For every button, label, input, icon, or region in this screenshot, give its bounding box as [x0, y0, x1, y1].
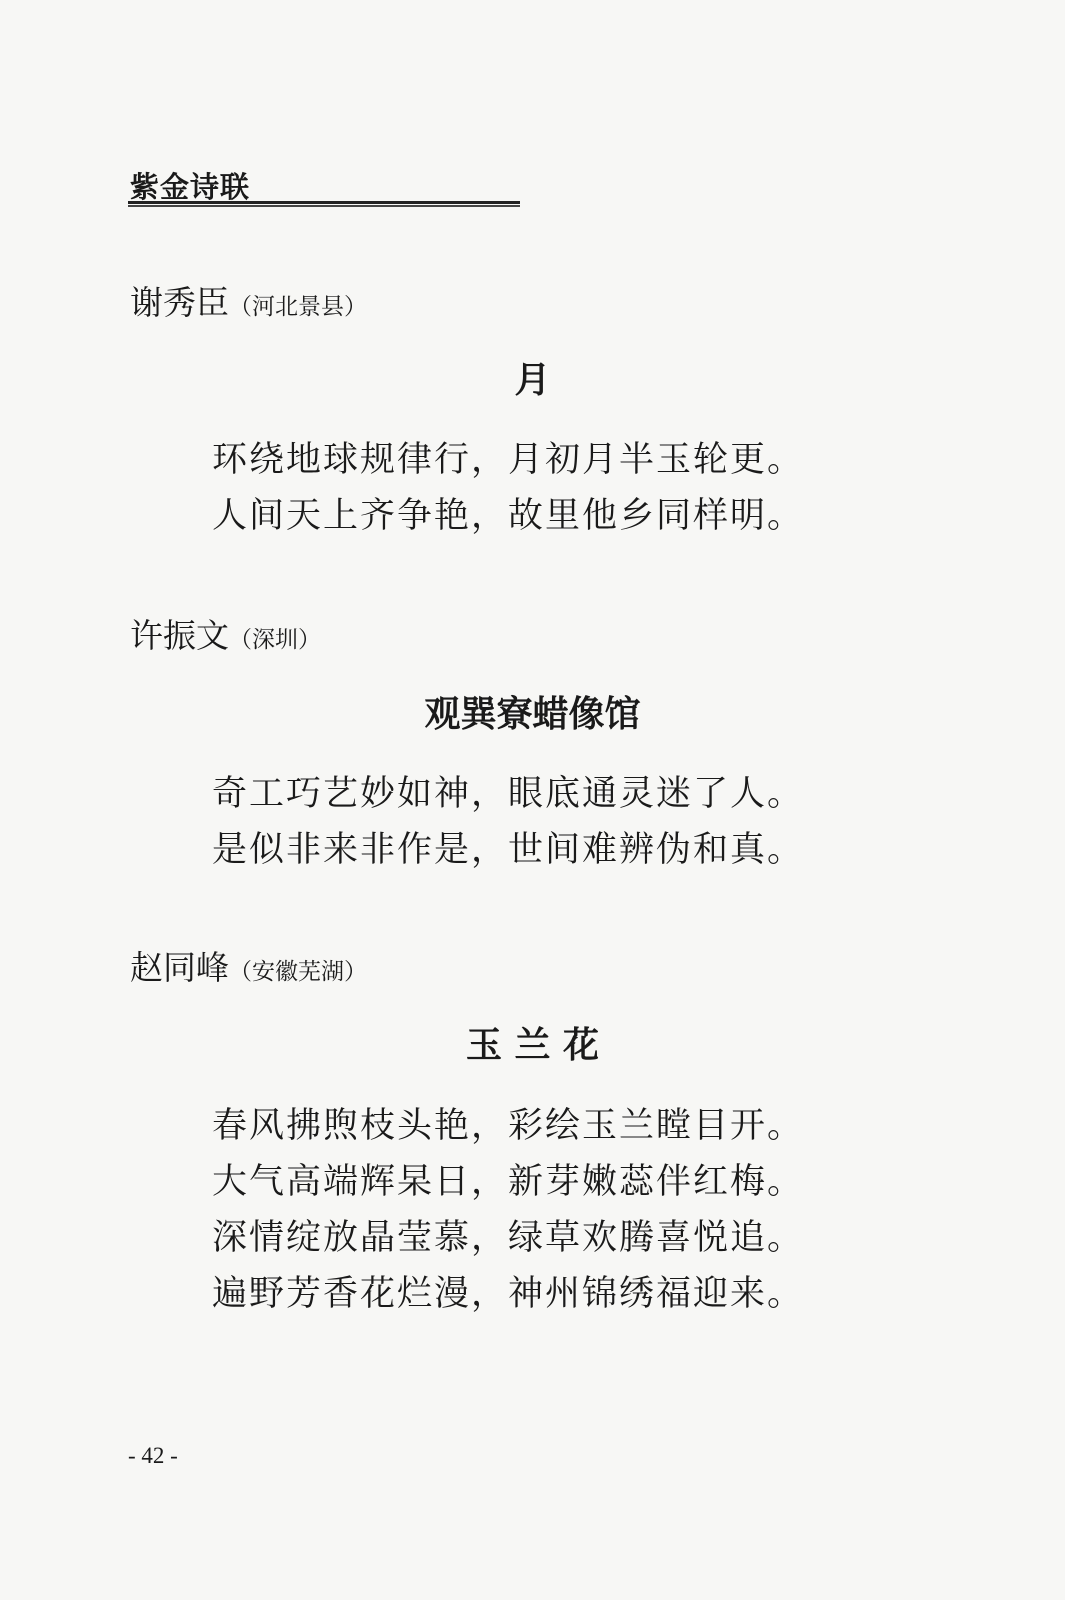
header-rule	[128, 201, 520, 207]
poem-line: 人间天上齐争艳，故里他乡同样明。	[212, 496, 805, 536]
poem-line: 大气高端辉杲日，新芽嫩蕊伴红梅。	[212, 1162, 805, 1202]
poem-line: 是似非来非作是，世间难辨伪和真。	[212, 830, 805, 870]
poet-byline	[130, 283, 367, 327]
poem-line: 遍野芳香花烂漫，神州锦绣福迎来。	[212, 1274, 805, 1314]
poet-byline	[130, 948, 367, 992]
poet-origin: （安徽芜湖）	[229, 959, 367, 985]
poet-name: 谢秀臣	[130, 283, 229, 322]
poem-body	[212, 766, 822, 878]
poet-name: 许振文	[130, 616, 229, 655]
poem-body	[212, 1098, 822, 1322]
poem-body	[212, 432, 822, 544]
running-header: 紫金诗联	[130, 170, 251, 204]
poem-line: 深情绽放晶莹慕，绿草欢腾喜悦追。	[212, 1218, 805, 1258]
poet-byline	[130, 616, 321, 660]
page-number: - 42 -	[128, 1443, 178, 1468]
poem-title: 月	[514, 360, 551, 401]
poem-title: 玉 兰 花	[465, 1025, 600, 1066]
poet-origin: （河北景县）	[229, 294, 367, 320]
poem-line: 春风拂煦枝头艳，彩绘玉兰瞠目开。	[212, 1106, 805, 1146]
poem-line: 环绕地球规律行，月初月半玉轮更。	[212, 440, 805, 480]
poem-title: 观巽寮蜡像馆	[424, 694, 641, 735]
poem-line: 奇工巧艺妙如神，眼底通灵迷了人。	[212, 774, 805, 814]
poet-name: 赵同峰	[130, 948, 229, 987]
poet-origin: （深圳）	[229, 627, 321, 653]
